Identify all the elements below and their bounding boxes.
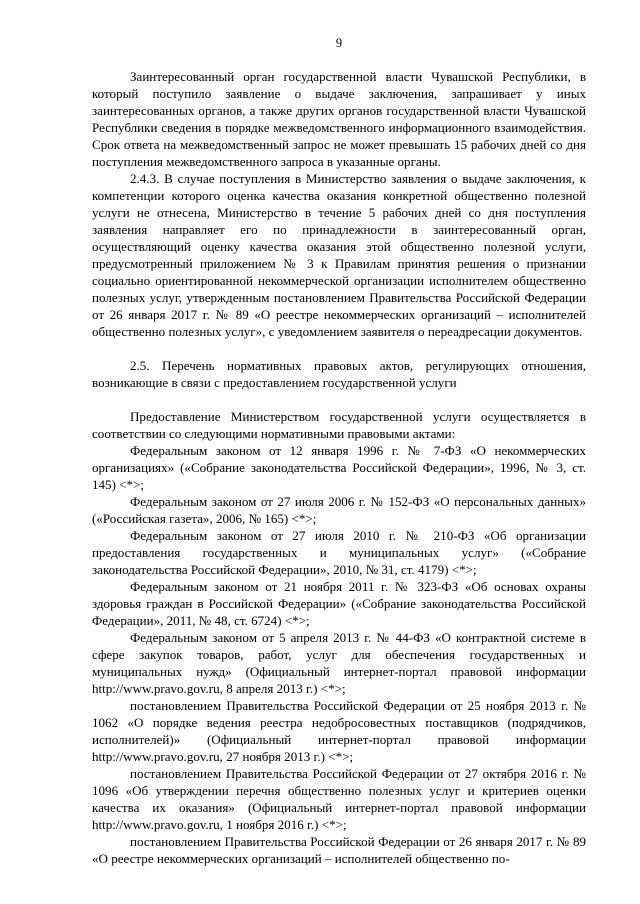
legal-act-item: постановлением Правительства Российской Федерации от 27 октября 2016 г. № 1096 «Об утверждении перечня общественно полезных услуг и критериев оценки качества их оказания» (Официальный интернет-портал правовой информации http://www.pravo.gov.ru, 1 ноября 2016 г.) <*>; (92, 766, 586, 832)
legal-act-item: постановлением Правительства Российской Федерации от 26 января 2017 г. № 89 «О реестре некоммерческих организаций – исполнителей общественно по- (92, 834, 586, 866)
legal-act-item: Федеральным законом от 27 июля 2010 г. № 210-ФЗ «Об организации предоставления государственных и муниципальных услуг» («Собрание законодательства Российской Федерации», 2010, № 31, ст. 4179) <*>; (92, 528, 586, 577)
legal-act-item: Федеральным законом от 27 июля 2006 г. № 152-ФЗ «О персональных данных» («Российская газета», 2006, № 165) <*>; (92, 494, 586, 526)
paragraph-interagency-request: Заинтересованный орган государственной власти Чувашской Республики, в который поступило заявление о выдаче заключения, запрашивает у иных заинтересованных органов, а также других органов государственной власти Чувашской Республики сведения в порядке межведомственного информационного взаимодействия. Срок ответа на межведомственный запрос не может превышать 15 рабочих дней со дня поступления межведомственного запроса в указанные органы. (92, 69, 586, 169)
section-heading-2-5: 2.5. Перечень нормативных правовых актов, регулирующих отношения, возникающие в связи с предоставлением государственной услуги (92, 358, 586, 390)
legal-act-item: постановлением Правительства Российской Федерации от 25 ноября 2013 г. № 1062 «О порядке ведения реестра недобросовестных поставщиков (подрядчиков, исполнителей)» (Официальный интернет-портал правовой информации http://www.pravo.gov.ru, 27 ноября 2013 г.) <*>; (92, 698, 586, 764)
paragraph-legal-basis-intro: Предоставление Министерством государственной услуги осуществляется в соответствии со следующими нормативными правовыми актами: (92, 409, 586, 441)
paragraph-2-4-3: 2.4.3. В случае поступления в Министерство заявления о выдаче заключения, к компетенции которого оценка качества оказания конкретной общественно полезной услуги не отнесена, Министерство в течение 5 рабочих дней со дня поступления заявления направляет его по принадлежности в заинтересованный орган, осуществляющий оценку качества оказания этой общественно полезной услуги, предусмотренный приложением № 3 к Правилам принятия решения о признании социально ориентированной некоммерческой организации исполнителем общественно полезных услуг, утвержденным постановлением Правительства Российской Федерации от 26 января 2017 г. № 89 «О реестре некоммерческих организаций – исполнителей общественно полезных услуг», с уведомлением заявителя о переадресации документов. (92, 171, 586, 339)
page-number: 9 (335, 36, 343, 50)
legal-act-item: Федеральным законом от 5 апреля 2013 г. № 44-ФЗ «О контрактной системе в сфере закупок товаров, работ, услуг для обеспечения государственных и муниципальных нужд» (Официальный интернет-портал правовой информации http://www.pravo.gov.ru, 8 апреля 2013 г.) <*>; (92, 630, 586, 696)
legal-act-item: Федеральным законом от 12 января 1996 г. № 7-ФЗ «О некоммерческих организациях» («Собрание законодательства Российской Федерации», 1996, № 3, ст. 145) <*>; (92, 443, 586, 492)
legal-act-item: Федеральным законом от 21 ноября 2011 г. № 323-ФЗ «Об основах охраны здоровья граждан в Российской Федерации» («Собрание законодательства Российской Федерации», 2011, № 48, ст. 6724) <*>; (92, 579, 586, 628)
blank-line (92, 340, 586, 357)
blank-line (92, 391, 586, 408)
